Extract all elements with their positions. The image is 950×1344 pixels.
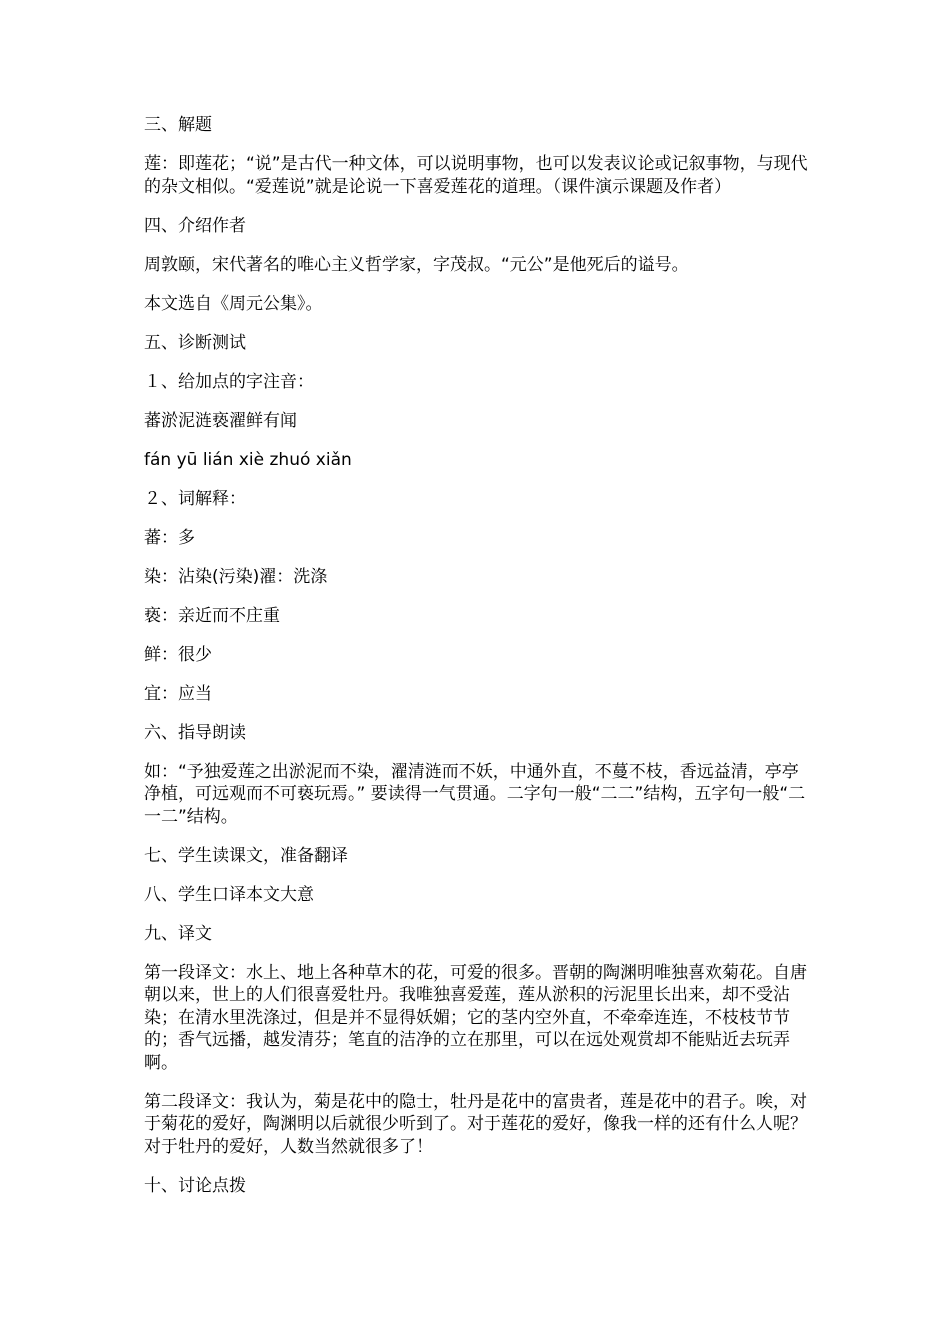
- section-heading-8: 八、学生口译本文大意: [144, 884, 314, 905]
- paragraph-translation-1: 第一段译文：水上、地上各种草木的花，可爱的很多。晋朝的陶渊明唯独喜欢菊花。自唐朝以来，世上的人们很喜爱牡丹。我唯独喜爱莲，莲从淤积的污泥里长出来，却不受沾染；在清水里洗涤过，但是并不显得妖媚；它的茎内空外直，不牵牵连连，不枝枝节节的；香气远播，越发清芬；笔直的洁净的立在那里，可以在远处观赏却不能贴近去玩弄啊。: [144, 962, 807, 1073]
- section-heading-9: 九、译文: [144, 923, 212, 944]
- definition-item: 亵：亲近而不庄重: [144, 605, 280, 626]
- paragraph-author-intro: 周敦颐，宋代著名的唯心主义哲学家，字茂叔。“元公”是他死后的谥号。: [144, 254, 689, 275]
- paragraph-reading-guide: 如：“予独爱莲之出淤泥而不染，濯清涟而不妖，中通外直，不蔓不枝，香远益清，亭亭净植，可远观而不可亵玩焉。” 要读得一气贯通。二字句一般“二二”结构，五字句一般“二一二”结构。: [144, 761, 806, 827]
- document-page: [144, 114, 808, 1214]
- section-heading-3: 三、解题: [144, 115, 212, 135]
- definition-item: 染：沾染(污染)濯：洗涤: [144, 566, 328, 587]
- definition-item: 宜：应当: [144, 683, 212, 704]
- paragraph-source: 本文选自《周元公集》。: [144, 293, 323, 314]
- subheading-word-explanation: ２、词解释：: [144, 488, 246, 509]
- paragraph-characters: 蕃淤泥涟亵濯鲜有闻: [144, 410, 297, 431]
- definition-item: 蕃：多: [144, 527, 195, 548]
- subheading-pinyin-task: １、给加点的字注音：: [144, 371, 314, 392]
- paragraph-title-explanation: 莲：即莲花；“说”是古代一种文体，可以说明事物，也可以发表议论或记叙事物，与现代的杂文相似。“爱莲说”就是论说一下喜爱莲花的道理。（课件演示课题及作者）: [144, 154, 808, 197]
- section-heading-6: 六、指导朗读: [144, 722, 246, 743]
- section-heading-4: 四、介绍作者: [144, 215, 246, 236]
- section-heading-10: 十、讨论点拨: [144, 1175, 246, 1196]
- definition-item: 鲜：很少: [144, 644, 212, 665]
- section-heading-7: 七、学生读课文，准备翻译: [144, 845, 348, 866]
- paragraph-translation-2: 第二段译文：我认为，菊是花中的隐士，牡丹是花中的富贵者，莲是花中的君子。唉，对于菊花的爱好，陶渊明以后就很少听到了。对于莲花的爱好，像我一样的还有什么人呢？对于牡丹的爱好，人数当然就很多了！: [144, 1091, 807, 1157]
- paragraph-pinyin: fán yū lián xiè zhuó xiǎn: [144, 449, 352, 470]
- section-heading-5: 五、诊断测试: [144, 332, 246, 353]
